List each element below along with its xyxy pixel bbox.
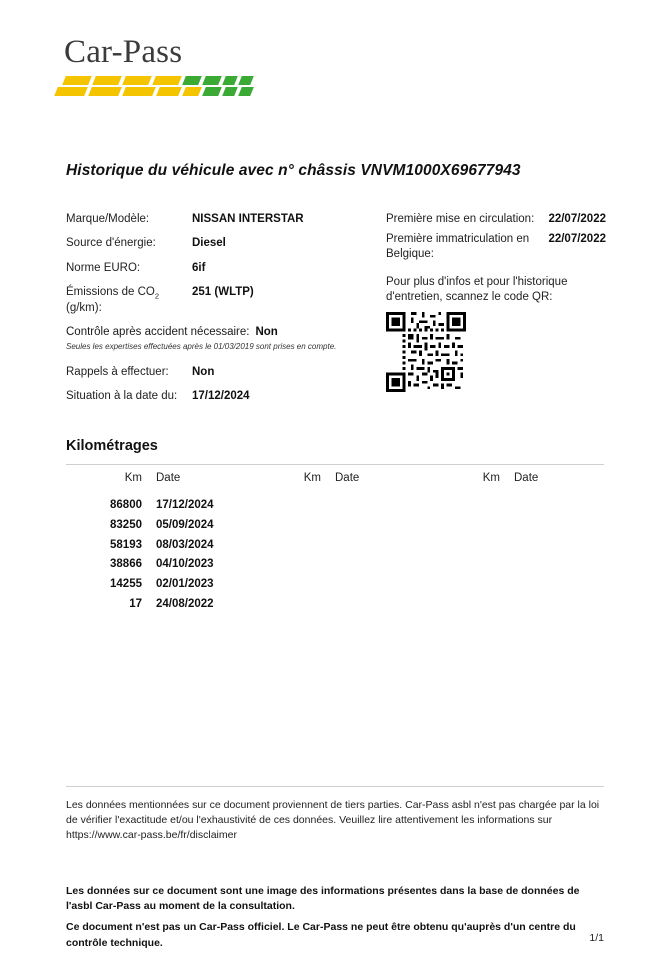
info-value: 6if xyxy=(192,261,206,274)
info-label: Marque/Modèle: xyxy=(66,213,150,225)
accident-value: Non xyxy=(255,326,278,339)
emissions-label-part2: (g/km): xyxy=(66,301,102,314)
cell-km: 14255 xyxy=(110,578,142,591)
mileage-column-headers xyxy=(66,472,245,496)
header-date: Date xyxy=(156,472,181,484)
info-value: 17/12/2024 xyxy=(192,389,250,402)
car-pass-logo xyxy=(64,34,324,98)
header-date: Date xyxy=(335,472,360,484)
page-number: 1/1 xyxy=(589,932,604,944)
logo-stripes xyxy=(64,76,259,98)
emissions-value: 251 (WLTP) xyxy=(192,286,254,299)
info-row-situation-date xyxy=(66,389,386,403)
info-row-premiere-mise-circulation xyxy=(386,212,606,226)
mileage-column-headers xyxy=(245,472,424,496)
section-divider xyxy=(66,464,604,465)
emissions-label-subscript: 2 xyxy=(154,291,160,301)
cell-date: 17/12/2024 xyxy=(156,499,214,511)
qr-instruction-text: Pour plus d'infos et pour l'historique d'entretien, scannez le code QR: xyxy=(386,276,568,303)
info-label: Situation à la date du: xyxy=(66,389,178,402)
info-label: Rappels à effectuer: xyxy=(66,365,169,378)
footer-divider xyxy=(66,786,604,787)
info-value: Diesel xyxy=(192,237,226,250)
cell-km: 83250 xyxy=(110,518,142,531)
info-row-controle-accident xyxy=(66,325,386,340)
footer-notice xyxy=(66,884,606,957)
info-row-marque-modele xyxy=(66,212,386,226)
table-row xyxy=(66,536,245,556)
mileage-section-title: Kilométrages xyxy=(66,438,158,454)
accident-label: Contrôle après accident nécessaire: xyxy=(66,326,250,339)
table-row xyxy=(66,595,245,615)
cell-date: 05/09/2024 xyxy=(156,518,214,531)
info-label: Première immatriculation en Belgique: xyxy=(386,233,530,260)
mileage-column-3 xyxy=(424,472,603,615)
brand-name: Car-Pass xyxy=(64,34,183,70)
table-row xyxy=(66,555,245,575)
header-date: Date xyxy=(514,472,539,484)
info-value: Non xyxy=(192,365,215,378)
emissions-label-part1: Émissions de CO xyxy=(66,286,155,299)
accident-note: Seules les expertises effectuées après le 01/03/2019 sont prises en compte. xyxy=(66,342,337,352)
footer-notice-line-2: Ce document n'est pas un Car-Pass officiel. Le Car-Pass ne peut être obtenu qu'auprès d'un centre du contrôle technique. xyxy=(66,921,576,949)
info-value: 22/07/2022 xyxy=(548,213,606,225)
table-row xyxy=(66,516,245,536)
footer-notice-line-1: Les données sur ce document sont une image des informations présentes dans la base de données de l'asbl Car-Pass au moment de la consultation. xyxy=(66,885,580,913)
mileage-table xyxy=(66,472,604,615)
cell-km: 17 xyxy=(129,597,142,610)
header-km: Km xyxy=(124,472,142,484)
qr-code-icon xyxy=(386,312,466,392)
cell-km: 58193 xyxy=(110,538,142,551)
info-label-emissions xyxy=(66,285,192,315)
header-km: Km xyxy=(303,472,321,484)
table-row xyxy=(66,575,245,595)
vehicle-info-right xyxy=(386,212,606,392)
cell-km: 38866 xyxy=(110,558,142,571)
footer-disclaimer: Les données mentionnées sur ce document proviennent de tiers parties. Car-Pass asbl n'est pas chargée par la loi de vérifier l'exactitude et/ou l'exhaustivité de ces données. Veuillez lire attentivement les informations sur https://www.car-pass.be/fr/disclaimer xyxy=(66,799,600,842)
info-row-norme-euro xyxy=(66,261,386,275)
mileage-column-2 xyxy=(245,472,424,615)
info-row-rappels xyxy=(66,365,386,379)
cell-date: 02/01/2023 xyxy=(156,578,214,591)
mileage-column-1 xyxy=(66,472,245,615)
info-row-emissions-co2 xyxy=(66,285,386,315)
cell-date: 08/03/2024 xyxy=(156,538,214,551)
mileage-column-headers xyxy=(424,472,603,496)
cell-km: 86800 xyxy=(110,499,142,511)
info-label: Première mise en circulation: xyxy=(386,213,535,225)
header-km: Km xyxy=(482,472,500,484)
info-row-source-energie xyxy=(66,236,386,250)
cell-date: 24/08/2022 xyxy=(156,597,214,610)
info-value: 22/07/2022 xyxy=(548,233,606,246)
info-label: Source d'énergie: xyxy=(66,237,156,250)
page-title: Historique du véhicule avec n° châssis VNVM1000X69677943 xyxy=(66,162,521,179)
vehicle-info-left xyxy=(66,212,386,413)
table-row xyxy=(66,496,245,516)
info-row-premiere-immatriculation xyxy=(386,232,606,261)
info-label: Norme EURO: xyxy=(66,261,141,274)
cell-date: 04/10/2023 xyxy=(156,558,214,571)
info-value: NISSAN INTERSTAR xyxy=(192,213,304,225)
